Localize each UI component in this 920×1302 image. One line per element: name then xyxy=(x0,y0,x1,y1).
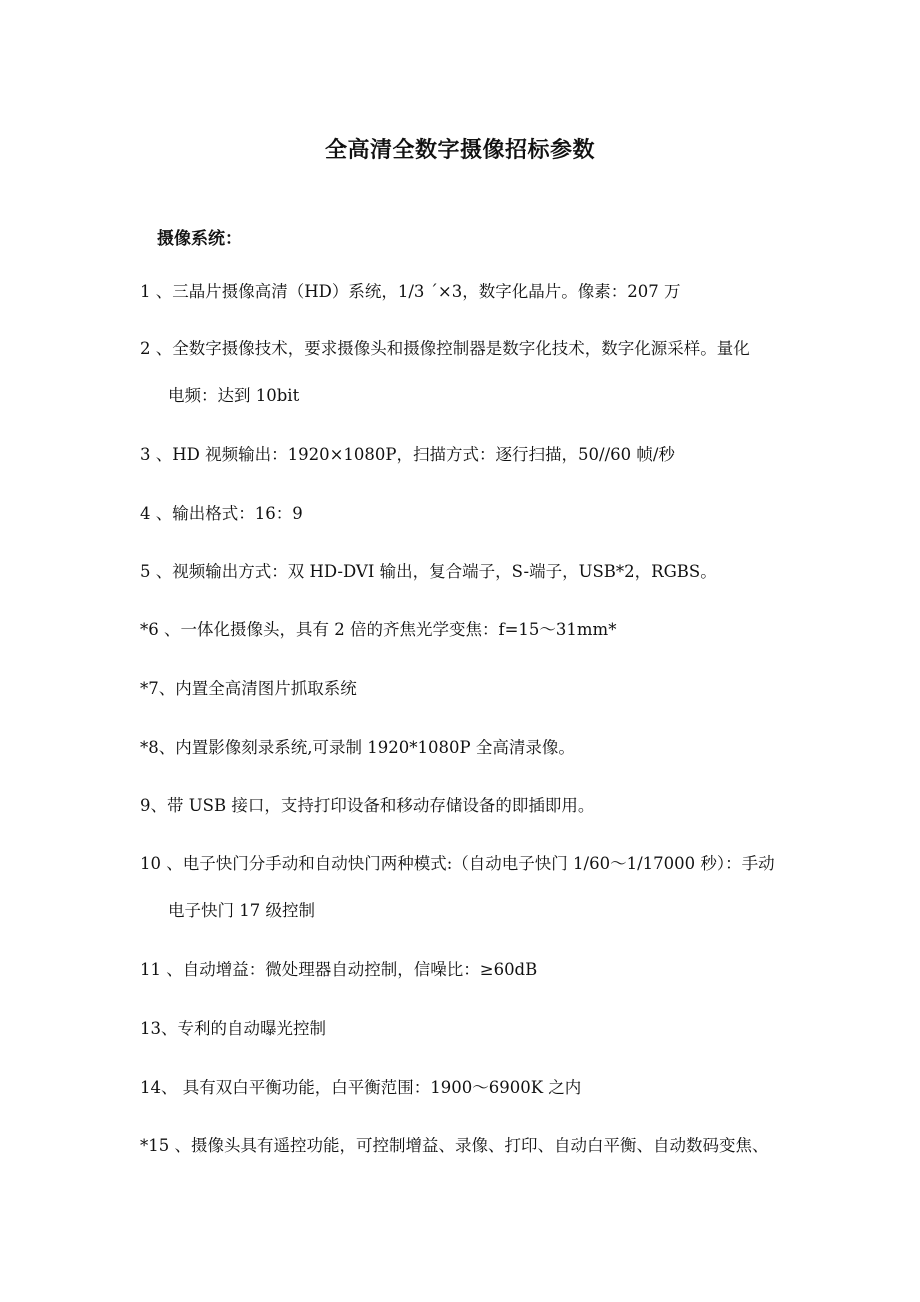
spec-item-text: 1 、三晶片摄像高清（HD）系统，1/3 ˊ×3，数字化晶片。像素：207 万 xyxy=(140,282,681,301)
spec-item-text: 2 、全数字摄像技术，要求摄像头和摄像控制器是数字化技术，数字化源采样。量化 xyxy=(140,339,750,358)
spec-item-13 xyxy=(140,1018,326,1040)
spec-item-text: 10 、电子快门分手动和自动快门两种模式:（自动电子快门 1/60～1/17000 秒）：手动 xyxy=(140,854,775,873)
spec-item-text: 14、 具有双白平衡功能，白平衡范围：1900～6900K 之内 xyxy=(140,1078,582,1097)
spec-item-text: *8、内置影像刻录系统,可录制 1920*1080P 全高清录像。 xyxy=(140,738,575,757)
spec-item-3 xyxy=(140,444,675,466)
spec-item-8 xyxy=(140,737,575,759)
spec-item-text: *6 、一体化摄像头，具有 2 倍的齐焦光学变焦：f=15～31mm* xyxy=(140,620,617,639)
spec-item-4 xyxy=(140,503,303,525)
spec-item-text: *15 、摄像头具有遥控功能，可控制增益、录像、打印、自动白平衡、自动数码变焦、 xyxy=(140,1136,769,1155)
spec-item-6 xyxy=(140,619,616,641)
spec-item-2 xyxy=(140,338,750,407)
spec-item-10 xyxy=(140,853,775,922)
document-title: 全高清全数字摄像招标参数 xyxy=(324,137,595,163)
spec-item-11 xyxy=(140,959,537,981)
spec-item-14 xyxy=(140,1077,581,1099)
spec-item-text: 11 、自动增益：微处理器自动控制，信噪比：≥60dB xyxy=(140,960,538,979)
spec-item-text: 5 、视频输出方式：双 HD-DVI 输出，复合端子，S-端子，USB*2，RGBS。 xyxy=(140,562,717,581)
spec-item-text: 13、专利的自动曝光控制 xyxy=(140,1019,326,1038)
spec-item-9 xyxy=(140,795,594,817)
spec-item-text: 4 、输出格式：16：9 xyxy=(140,504,303,523)
spec-item-continuation: 电频：达到 10bit xyxy=(168,386,300,405)
spec-item-7 xyxy=(140,678,357,700)
spec-item-15 xyxy=(140,1135,769,1157)
spec-item-text: 9、带 USB 接口，支持打印设备和移动存储设备的即插即用。 xyxy=(140,796,595,815)
spec-item-5 xyxy=(140,561,717,583)
spec-item-continuation: 电子快门 17 级控制 xyxy=(168,901,315,920)
spec-item-text: *7、内置全高清图片抓取系统 xyxy=(140,679,357,698)
section-heading: 摄像系统： xyxy=(157,229,242,249)
spec-item-text: 3 、HD 视频输出：1920×1080P，扫描方式：逐行扫描，50//60 帧/秒 xyxy=(140,445,675,464)
spec-item-1 xyxy=(140,281,680,303)
